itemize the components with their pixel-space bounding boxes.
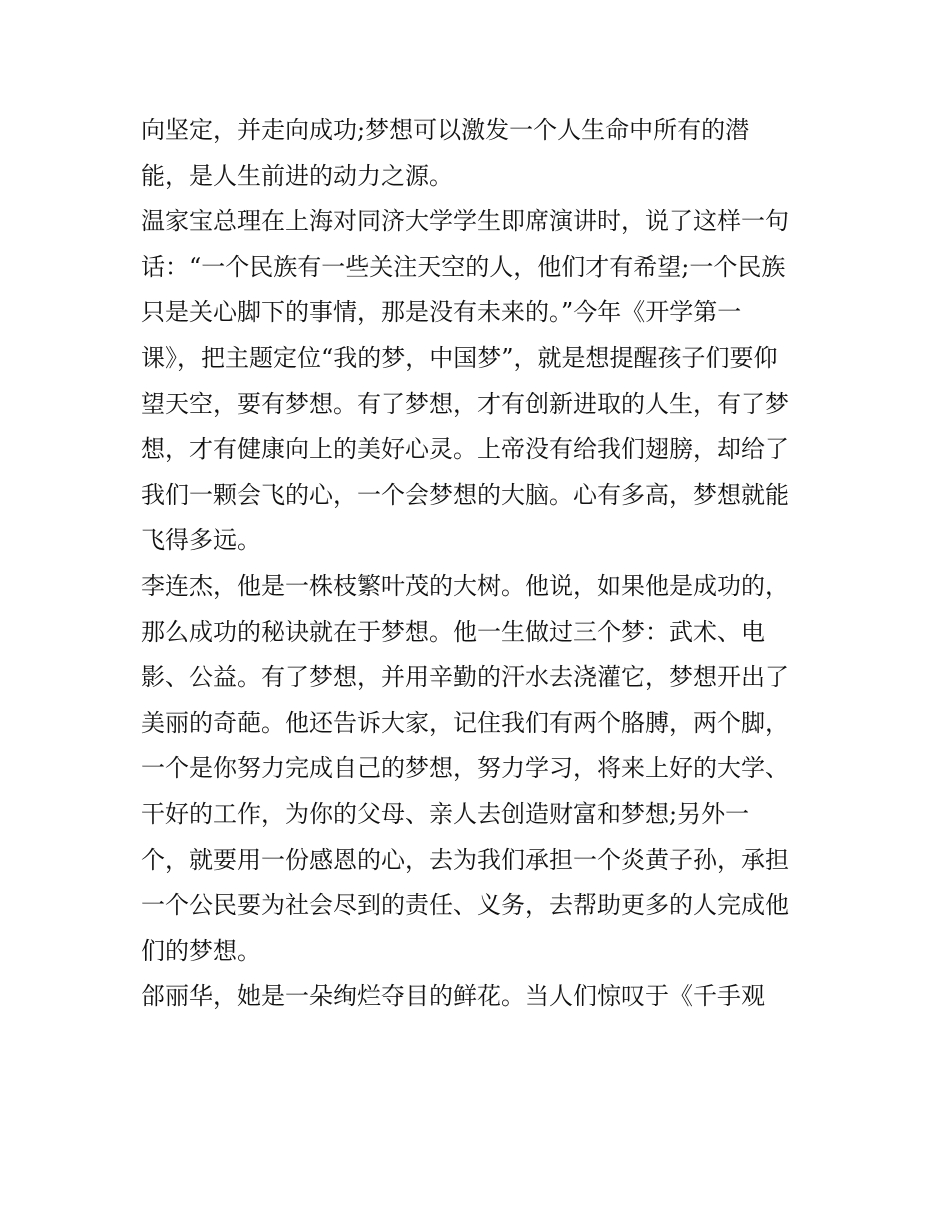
text-line: 们的梦想。 (141, 936, 261, 965)
text-line: 课》，把主题定位“我的梦，中国梦”，就是想提醒孩子们要仰 (141, 343, 778, 372)
text-line: 美丽的奇葩。他还告诉大家，记住我们有两个胳膊，两个脚， (141, 708, 789, 737)
text-line: 能，是人生前进的动力之源。 (141, 161, 453, 190)
text-line: 个，就要用一份感恩的心，去为我们承担一个炎黄子孙，承担 (141, 845, 789, 874)
text-line: 话：“一个民族有一些关注天空的人，他们才有希望;一个民族 (141, 252, 786, 281)
text-line: 温家宝总理在上海对同济大学学生即席演讲时，说了这样一句 (141, 207, 789, 236)
text-line: 干好的工作，为你的父母、亲人去创造财富和梦想;另外一 (141, 799, 750, 828)
text-line: 那么成功的秘诀就在于梦想。他一生做过三个梦：武术、电 (141, 617, 765, 646)
text-line: 一个是你努力完成自己的梦想，努力学习，将来上好的大学、 (141, 754, 789, 783)
text-line: 飞得多远。 (141, 526, 261, 555)
text-line: 李连杰，他是一株枝繁叶茂的大树。他说，如果他是成功的， (141, 571, 789, 600)
text-line: 想，才有健康向上的美好心灵。上帝没有给我们翅膀，却给了 (141, 435, 789, 464)
text-line: 一个公民要为社会尽到的责任、义务，去帮助更多的人完成他 (141, 891, 789, 920)
document-body (141, 108, 821, 1020)
text-line: 向坚定，并走向成功;梦想可以激发一个人生命中所有的潜 (141, 116, 750, 144)
text-line: 望天空，要有梦想。有了梦想，才有创新进取的人生，有了梦 (141, 389, 789, 418)
text-line: 郃丽华，她是一朵绚烂夺目的鲜花。当人们惊叹于《千手观 (141, 982, 765, 1011)
text-line: 只是关心脚下的事情，那是没有未来的。”今年《开学第一 (141, 298, 742, 327)
text-line: 影、公益。有了梦想，并用辛勤的汗水去浇灌它，梦想开出了 (141, 663, 789, 692)
text-line: 我们一颗会飞的心，一个会梦想的大脑。心有多高，梦想就能 (141, 480, 789, 509)
